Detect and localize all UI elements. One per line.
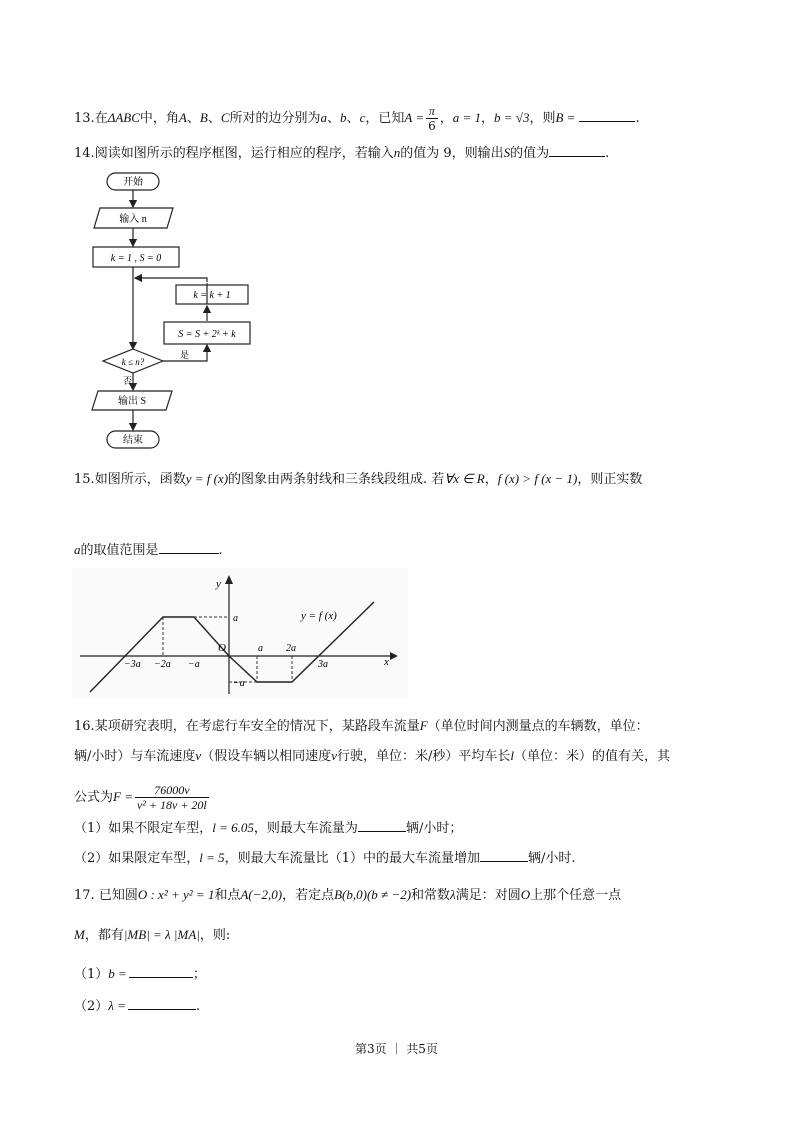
q17-sub2-label: （2） [74,999,109,1014]
q13-b-eq: B = [555,110,576,125]
flowchart-loop-arrow [135,278,207,282]
flowchart-increment-label: k = k + 1 [193,290,231,301]
q16-text: （假设车辆以相同速度 [201,749,332,764]
question-17-line2 [74,925,230,946]
q14-text: 的值为 [510,146,550,161]
q15-text: 的取值范围是 [80,543,159,558]
q13-frac-den: 6 [428,119,436,133]
q17-sub2-var: λ = [108,998,126,1013]
graph-y-label: y [216,578,221,590]
q17-text: ，则: [199,928,231,943]
q15-inequality: f (x) > f (x − 1) [497,471,578,486]
flowchart-start-label: 开始 [123,177,143,188]
graph-tick-y-pos: a [233,613,238,624]
q14-text: 的值为 9，则输出 [400,146,504,161]
flowchart-output-label: 输出 S [117,396,147,407]
q16-F: F [419,718,428,733]
q17-text: 上那个任意一点 [530,888,622,903]
flowchart-end-label: 结束 [123,435,143,446]
q16-text: 行驶，单位：米/秒）平均车长 [336,749,511,764]
q17-text: 和常数 [411,888,451,903]
q17-equation: |MB| = λ |MA| [123,927,200,942]
graph-tick-2a: 2a [286,643,296,654]
question-15 [74,469,642,490]
q16-sub1-l: l = 6.05 [212,820,254,835]
q17-O: O [520,887,531,902]
q16-sub2-l: l = 5 [199,850,225,865]
question-16-sub2 [74,848,575,869]
graph-tick-neg2a: −2a [154,659,171,670]
q15-number: 15. [74,472,95,487]
q16-text: 辆/小时）与车流速度 [74,749,196,764]
q13-frac-num: π [426,104,438,119]
q13-end: . [635,111,640,126]
q13-text: ，已知 [365,111,405,126]
q13-sep: 、 [346,111,360,126]
question-16-formula [74,777,211,818]
q13-triangle: ΔABC [107,110,140,125]
q15-answer-blank [159,540,219,554]
q16-sub2-answer-blank [480,848,528,862]
q15-forall: ∀x ∈ R [444,471,485,486]
graph-origin: O [218,642,226,654]
q14-text: 阅读如图所示的程序框图，运行相应的程序，若输入 [94,146,394,161]
q15-end: . [218,543,223,558]
q13-text: 所对的边分别为 [229,111,321,126]
q17-point-a: A(−2,0) [240,887,283,902]
q16-sub2-unit: 辆/小时. [527,851,576,866]
q16-text: （单位：米）的值有关，其 [513,749,670,764]
q13-text: ， [481,111,495,126]
flowchart-init-label: k = 1 , S = 0 [110,253,162,264]
q15-text: 如图所示，函数 [94,472,186,487]
q17-sub1-end: ； [192,967,206,982]
q17-sub2-answer-blank [128,996,196,1010]
q16-v: v [195,748,202,763]
q15-text: ，则正实数 [577,472,643,487]
q14-answer-blank [549,143,605,157]
q13-sep: 、 [207,111,221,126]
question-17-sub2 [74,996,200,1017]
q13-b-value: b = √3 [494,110,530,125]
graph-curve-label: y = f (x) [301,610,337,622]
q13-side-c: c [359,110,366,125]
q16-number: 16. [74,719,95,734]
q17-sub1-label: （1） [74,967,109,982]
q13-text: ，则 [529,111,556,126]
q13-angle-b: B [199,110,208,125]
q17-point-b: B(b,0)(b ≠ −2) [334,887,412,902]
graph-x-label: x [384,656,389,668]
question-14 [74,143,609,164]
graph-tick-a: a [258,643,263,654]
q16-sub1-label: （1）如果不限定车型， [74,821,213,836]
question-17-sub1 [74,964,206,985]
q13-a-value: a = 1 [452,110,482,125]
q17-sub2-end: . [195,999,201,1014]
q16-text: （单位时间内测量点的车辆数，单位： [427,719,649,734]
flowchart-input-label: 输入 n [119,214,147,225]
q17-lambda: λ [450,887,456,902]
q15-text: ， [484,472,498,487]
flowchart [80,165,270,455]
q14-number: 14. [74,146,95,161]
q16-text: 公式为 [74,790,114,805]
q13-text: 中，角 [139,111,179,126]
flowchart-yes-label: 是 [180,350,190,360]
q15-a: a [74,542,81,557]
q14-n: n [393,145,401,160]
q13-side-a: a [320,110,328,125]
q13-sep: 、 [327,111,341,126]
question-16 [74,716,649,737]
q16-sub1-unit: 辆/小时； [405,821,463,836]
flowchart-condition-label: k ≤ n? [121,357,145,367]
q16-sub1-text: ，则最大车流量为 [253,821,358,836]
question-17 [74,885,621,906]
q13-text: ， [439,111,453,126]
q16-text: 某项研究表明，在考虑行车安全的情况下，某路段车流量 [94,719,420,734]
q17-sub1-var: b = [108,966,127,981]
q13-sep: 、 [186,111,200,126]
q16-frac-num: 76000v [135,783,209,798]
graph-tick-3a: 3a [318,659,328,670]
q16-l: l [510,748,514,763]
q17-text: ，若定点 [282,888,335,903]
graph-tick-neg3a: −3a [124,659,141,670]
q13-number: 13. [74,111,95,126]
q17-M: M [74,927,85,942]
q13-angle-a: A [178,110,187,125]
q16-v: v [331,748,337,763]
q13-fraction [426,104,438,133]
graph-tick-nega: −a [188,659,200,670]
question-15-line2 [74,540,223,561]
page-footer: 第3页 ｜ 共5页 [355,1042,438,1056]
q13-side-b: b [340,110,347,125]
q16-F-eq: F = [113,789,133,804]
question-16-sub1 [74,818,462,839]
q17-circle: O : x² + y² = 1 [137,887,215,902]
q17-text: ，都有 [84,928,124,943]
q14-s: S [503,145,511,160]
q15-function: y = f (x) [185,471,229,486]
q16-sub1-answer-blank [358,818,406,832]
q16-sub2-text: ，则最大车流量比（1）中的最大车流量增加 [224,851,480,866]
function-graph [72,568,408,698]
q17-text: 已知圆 [98,888,138,903]
question-16-line2 [74,746,670,767]
q13-answer-blank [579,108,635,122]
q14-end: . [605,146,610,161]
q17-text: 满足：对圆 [455,888,521,903]
q13-a-eq: A = [404,110,425,125]
q13-text: 在 [94,111,108,126]
q17-sub1-answer-blank [129,964,193,978]
q17-text: 和点 [214,888,241,903]
graph-tick-y-neg: −a [233,678,245,689]
q17-number: 17. [74,888,95,903]
q16-fraction [135,783,209,812]
q13-angle-c: C [220,110,230,125]
question-13 [74,104,640,133]
q16-sub2-label: （2）如果限定车型， [74,851,200,866]
q15-text: 的图象由两条射线和三条线段组成. 若 [228,472,445,487]
flowchart-update-label: S = S + 2ᵏ + k [178,329,236,340]
flowchart-no-label: 否 [123,376,133,386]
q16-frac-den: v² + 18v + 20l [136,798,207,812]
